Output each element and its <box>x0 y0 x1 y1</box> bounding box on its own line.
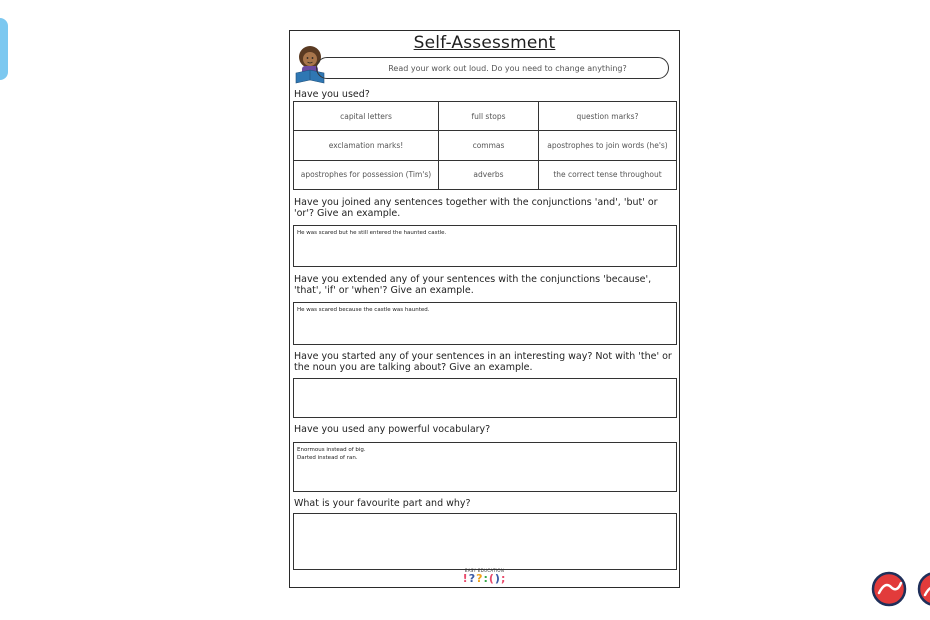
annotate-pen-icon[interactable] <box>871 571 907 607</box>
checklist-cell: commas <box>439 131 539 160</box>
page-title: Self-Assessment <box>413 33 556 53</box>
answer-text: Darted instead of ran. <box>297 455 358 461</box>
checklist-cell: adverbs <box>439 160 539 189</box>
answer-text: He was scared because the castle was haunted. <box>297 307 430 313</box>
instruction-banner: Read your work out loud. Do you need to change anything? <box>316 57 669 79</box>
checklist-cell: apostrophes for possession (Tim's) <box>294 160 439 189</box>
question-have-you-used: Have you used? <box>294 89 370 100</box>
answer-box-interesting-start[interactable] <box>293 378 677 418</box>
answer-box-powerful-vocabulary[interactable] <box>293 442 677 492</box>
question-interesting-start: Have you started any of your sentences in an interesting way? Not with 'the' or the noun you are talking about? Give an example. <box>294 351 672 373</box>
question-conjunctions-join: Have you joined any sentences together with the conjunctions 'and', 'but' or 'or'? Give an example. <box>294 197 658 219</box>
table-row <box>294 102 677 131</box>
annotate-highlighter-icon[interactable] <box>917 571 930 607</box>
brand-logo <box>290 568 679 584</box>
checklist-cell: the correct tense throughout <box>539 160 677 189</box>
answer-box-favourite-part[interactable] <box>293 513 677 570</box>
punctuation-marks-logo: !??:(); <box>462 572 507 585</box>
checklist-cell: capital letters <box>294 102 439 131</box>
worksheet <box>289 30 680 588</box>
table-row <box>294 160 677 189</box>
answer-text: Enormous instead of big. <box>297 447 366 453</box>
table-row <box>294 131 677 160</box>
answer-box-conjunctions-extend[interactable] <box>293 302 677 345</box>
checklist-cell: apostrophes to join words (he's) <box>539 131 677 160</box>
checklist-cell: full stops <box>439 102 539 131</box>
decorative-blob <box>0 18 8 80</box>
answer-box-conjunctions-join[interactable] <box>293 225 677 267</box>
question-conjunctions-extend: Have you extended any of your sentences with the conjunctions 'because', 'that', 'if' or 'when'? Give an example. <box>294 274 652 296</box>
checklist-cell: exclamation marks! <box>294 131 439 160</box>
answer-text: He was scared but he still entered the haunted castle. <box>297 230 447 236</box>
punctuation-checklist <box>293 101 677 190</box>
question-powerful-vocabulary: Have you used any powerful vocabulary? <box>294 424 491 435</box>
checklist-cell: question marks? <box>539 102 677 131</box>
question-favourite-part: What is your favourite part and why? <box>294 498 471 509</box>
brand-name: EASY EDUCATION <box>464 568 505 573</box>
